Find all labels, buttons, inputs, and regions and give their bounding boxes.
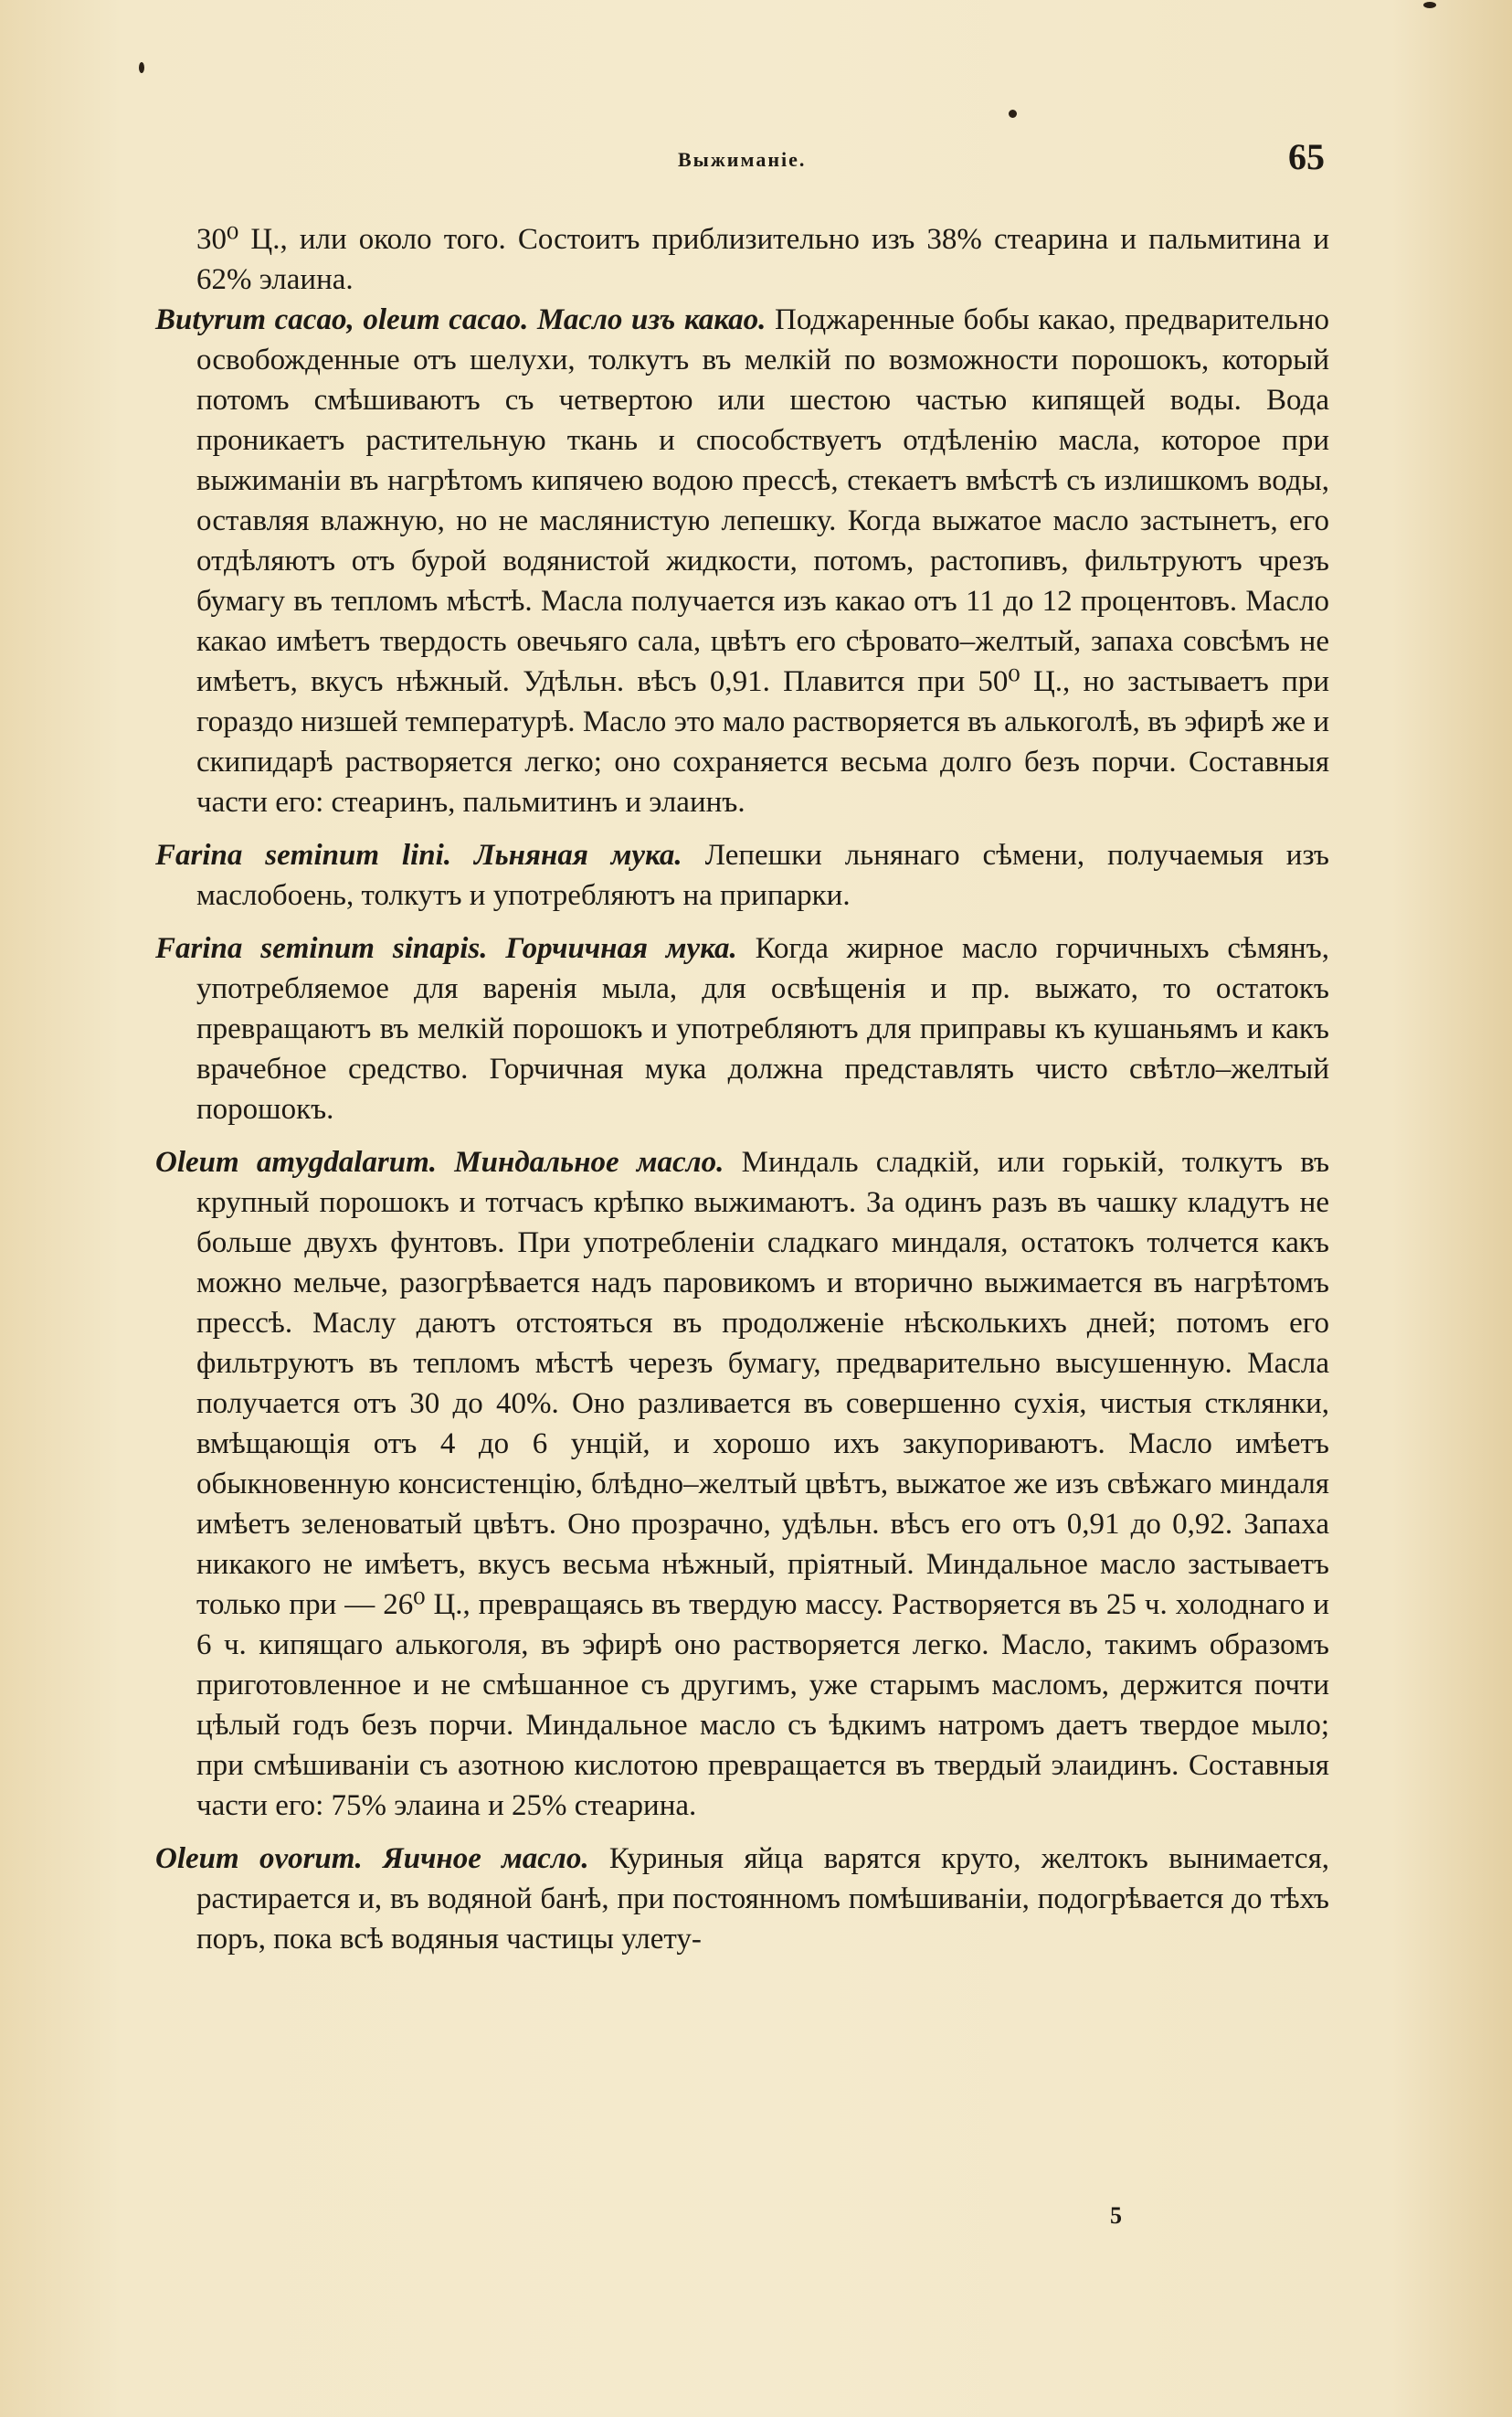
entry-text: Миндаль сладкій, или горькій, толкутъ въ крупный порошокъ и тотчасъ крѣпко выжимаютъ. За одинъ разъ въ чашку кладутъ не больше двухъ фунтовъ. При употребленіи сладкаго миндаля, остатокъ толчется какъ можно мельче, разогрѣвается надъ паровикомъ и вторично выжимается въ нагрѣтомъ прессѣ. Маслу даютъ отстояться въ продолженіе нѣсколькихъ дней; потомъ его фильтруютъ въ тепломъ мѣстѣ черезъ бумагу, предварительно высушенную. Масла получается отъ 30 до 40%. Оно разливается въ совершенно сухія, чистыя стклянки, вмѣщающія отъ 4 до 6 унцій, и хорошо ихъ закупориваютъ. Масло имѣетъ обыкновенную консистенцію, блѣдно–желтый цвѣтъ, выжатое же изъ свѣжаго миндаля имѣетъ зеленоватый цвѣтъ. Оно прозрачно, удѣльн. вѣсъ его отъ 0,91 до 0,92. Запаха никакого не имѣетъ, вкусъ весьма нѣжный, пріятный. Миндальное масло застываетъ только при — 26⁰ Ц., превращаясь въ твердую массу. Растворяется въ 25 ч. холоднаго и 6 ч. кипящаго алькоголя, въ эфирѣ оно растворяется легко. Масло, такимъ образомъ приготовленное и не смѣшанное съ другимъ, уже старымъ масломъ, держится почти цѣлый годъ безъ порчи. Миндальное масло съ ѣдкимъ натромъ даетъ твердое мыло; при смѣшиваніи съ азотною кислотою превращается въ твердый элаидинъ. Составныя части его: 75% элаина и 25% стеарина. — [196, 1146, 1330, 1822]
entry-text: Куриныя яйца варятся круто, желтокъ вынимается, растирается и, въ водяной банѣ, при постоянномъ помѣшиваніи, подогрѣвается до тѣхъ поръ, пока всѣ водяныя частицы улету- — [196, 1842, 1330, 1956]
entry-latin-name: Butyrum cacao, oleum cacao. — [155, 303, 529, 336]
entry-cacao-butter — [155, 300, 1329, 822]
entry-russian-name: Масло изъ какао. — [536, 303, 767, 336]
signature-mark: 5 — [1110, 2202, 1122, 2229]
page-header — [155, 135, 1325, 190]
running-title: Выжиманіе. — [678, 148, 807, 171]
entry-linseed-meal — [155, 835, 1329, 916]
ink-speck — [1009, 110, 1017, 118]
entry-mustard-meal — [155, 928, 1329, 1129]
page-number: 65 — [1288, 136, 1325, 177]
entry-almond-oil — [155, 1142, 1329, 1826]
entry-text: Лепешки льнянаго сѣмени, получаемыя изъ маслобоень, толкутъ и употребляютъ на припарки. — [196, 839, 1329, 912]
entry-latin-name: Oleum amygdalarum. — [155, 1146, 438, 1179]
entry-russian-name: Льняная мука. — [473, 839, 682, 872]
entry-text: Поджаренные бобы какао, предварительно освобожденные отъ шелухи, толкутъ въ мелкій по возможности порошокъ, который потомъ смѣшиваютъ съ четвертою или шестою частью кипящей воды. Вода проникаетъ растительную ткань и способствуетъ отдѣленію масла, которое при выжиманіи въ нагрѣтомъ кипячею водою прессѣ, стекаетъ вмѣстѣ съ излишкомъ воды, оставляя влажную, но не маслянистую лепешку. Когда выжатое масло застынетъ, его отдѣляютъ отъ бурой водянистой жидкости, потомъ, растопивъ, фильтруютъ чрезъ бумагу въ тепломъ мѣстѣ. Масла получается изъ какао отъ 11 до 12 процентовъ. Масло какао имѣетъ твердость овечьяго сала, цвѣтъ его сѣровато–желтый, запаха совсѣмъ не имѣетъ, вкусъ нѣжный. Удѣльн. вѣсъ 0,91. Плавится при 50⁰ Ц., но застываетъ при гораздо низшей температурѣ. Масло это мало растворяется въ алькоголѣ, въ эфирѣ же и скипидарѣ растворяется легко; оно сохраняется весьма долго безъ порчи. Составныя части его: стеаринъ, пальмитинъ и элаинъ. — [196, 303, 1330, 819]
entry-russian-name: Миндальное масло. — [454, 1146, 724, 1179]
entry-latin-name: Farina seminum sinapis. — [155, 932, 488, 965]
entry-egg-oil — [155, 1839, 1329, 1959]
entry-text: Когда жирное масло горчичныхъ сѣмянъ, употребляемое для варенія мыла, для освѣщенія и пр. выжато, то остатокъ превращаютъ въ мелкій порошокъ и употребляютъ для приправы къ кушаньямъ и какъ врачебное средство. Горчичная мука должна представлять чисто свѣтло–желтый порошокъ. — [196, 932, 1329, 1126]
entry-russian-name: Горчичная мука. — [505, 932, 737, 965]
page-body — [155, 219, 1329, 1972]
ink-speck — [139, 62, 144, 73]
entry-latin-name: Farina seminum lini. — [155, 839, 452, 872]
ink-speck — [1423, 2, 1436, 8]
entry-russian-name: Яичное масло. — [382, 1842, 589, 1875]
lead-paragraph: 30⁰ Ц., или около того. Состоитъ приблизительно изъ 38% стеарина и пальмитина и 62% элаина. — [196, 223, 1329, 296]
entry-latin-name: Oleum ovorum. — [155, 1842, 363, 1875]
